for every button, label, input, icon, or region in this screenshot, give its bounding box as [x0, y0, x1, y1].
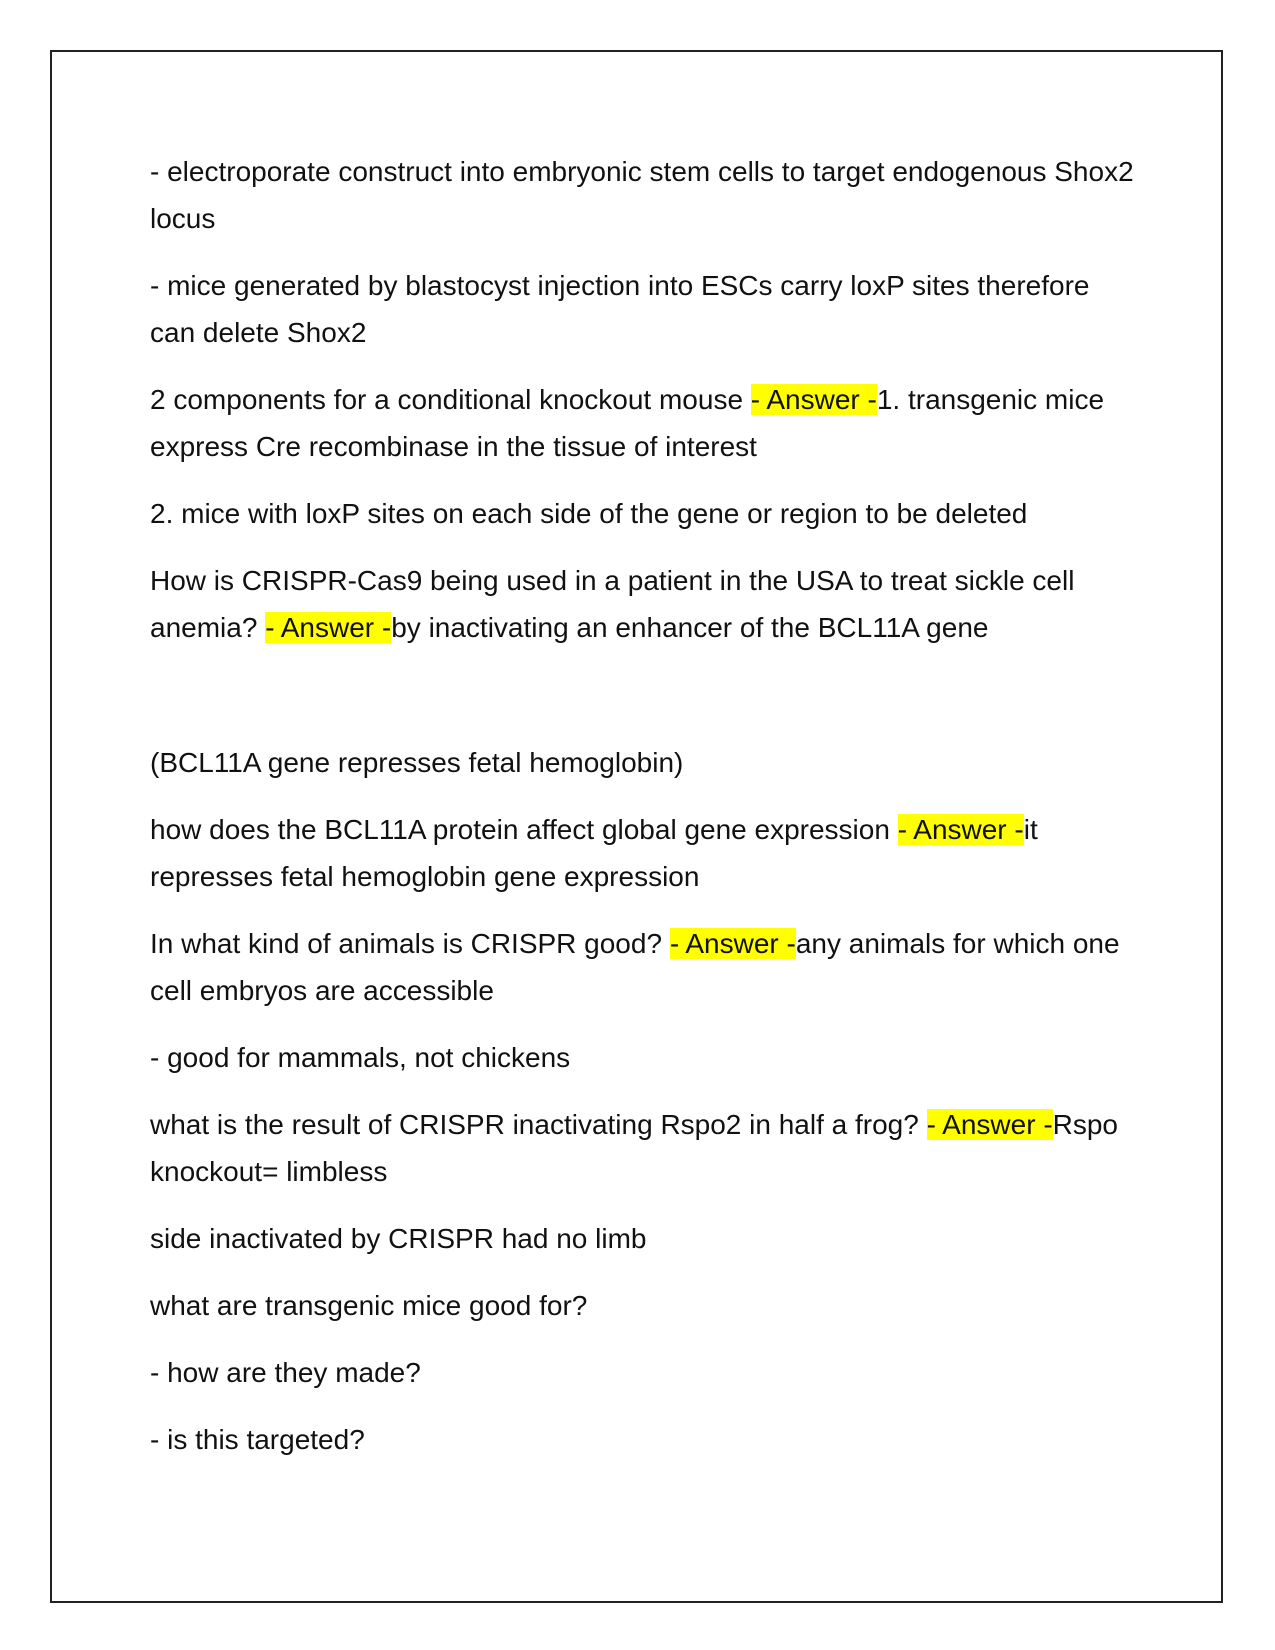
question-text: In what kind of animals is CRISPR good?: [150, 928, 670, 959]
answer-text: any animals for which one cell embryos are accessible: [150, 928, 1120, 1006]
note-paragraph: 2. mice with loxP sites on each side of the gene or region to be deleted: [150, 498, 1028, 529]
qa-paragraph: [150, 920, 1140, 1014]
question-text: 2 components for a conditional knockout mouse: [150, 384, 751, 415]
answer-marker: - Answer -: [750, 384, 877, 415]
qa-paragraph: [150, 376, 1140, 470]
blank-space: [150, 671, 1140, 739]
note-paragraph: (BCL11A gene represses fetal hemoglobin): [150, 747, 684, 778]
note-paragraph: - is this targeted?: [150, 1424, 365, 1455]
qa-paragraph: [150, 557, 1140, 651]
answer-text: Rspo knockout= limbless: [150, 1109, 1119, 1187]
answer-marker: - Answer -: [669, 928, 796, 959]
question-text: how does the BCL11A protein affect global gene expression: [150, 814, 898, 845]
note-paragraph: - good for mammals, not chickens: [150, 1042, 571, 1073]
question-text: How is CRISPR-Cas9 being used in a patient in the USA to treat sickle cell anemia?: [150, 565, 1075, 643]
document-body: [150, 148, 1140, 1483]
note-paragraph: side inactivated by CRISPR had no limb: [150, 1223, 647, 1254]
answer-text: it represses fetal hemoglobin gene expression: [150, 814, 1038, 892]
qa-paragraph: [150, 806, 1140, 900]
note-paragraph: - mice generated by blastocyst injection into ESCs carry loxP sites therefore can delete Shox2: [150, 270, 1090, 348]
question-text: what is the result of CRISPR inactivating Rspo2 in half a frog?: [150, 1109, 927, 1140]
answer-marker: - Answer -: [265, 612, 392, 643]
answer-text: 1. transgenic mice express Cre recombinase in the tissue of interest: [150, 384, 1105, 462]
qa-paragraph: [150, 1101, 1140, 1195]
note-paragraph: - how are they made?: [150, 1357, 421, 1388]
note-paragraph: what are transgenic mice good for?: [150, 1290, 588, 1321]
answer-marker: - Answer -: [897, 814, 1024, 845]
answer-marker: - Answer -: [926, 1109, 1053, 1140]
answer-text: by inactivating an enhancer of the BCL11A gene: [391, 612, 989, 643]
note-paragraph: - electroporate construct into embryonic stem cells to target endogenous Shox2 locus: [150, 156, 1134, 234]
